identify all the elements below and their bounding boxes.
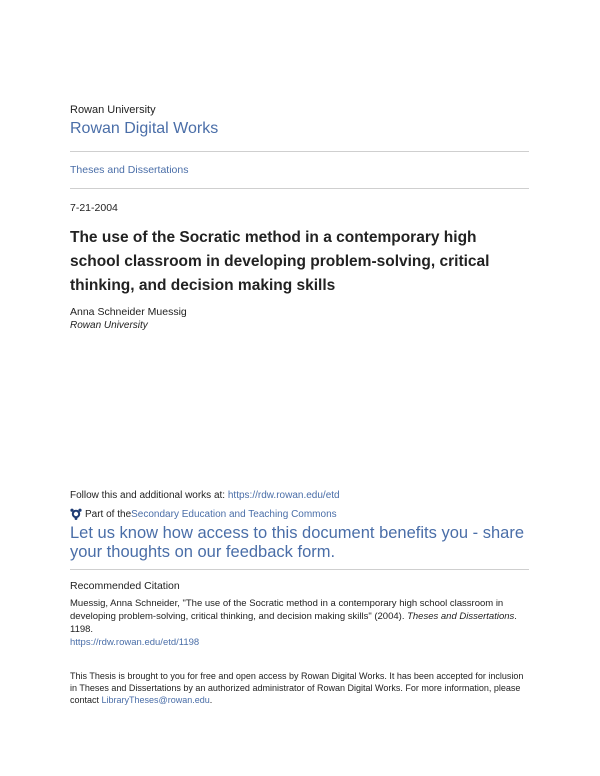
citation-text: Muessig, Anna Schneider, "The use of the Socratic method in a contemporary high school classroom in developing problem-solving, critical thinking, and decision making skills" (2004). [70,598,504,622]
notice-end: . [209,695,213,705]
feedback-link[interactable]: Let us know how access to this document benefits you - share your thoughts on our feedback form. [70,524,524,561]
citation-block [70,597,530,649]
contact-email-link[interactable]: LibraryTheses@rowan.edu [101,695,210,705]
divider [70,569,529,570]
publication-date: 7-21-2004 [70,202,118,214]
commons-link[interactable]: Secondary Education and Teaching Commons [131,508,337,520]
notice-text: This Thesis is brought to you for free and open access by Rowan Digital Works. It has been accepted for inclusion in Theses and Dissertations by an authorized administrator of Rowan Digital Works. For more information, please contact [70,671,524,705]
part-of-text: Part of the [85,508,132,520]
institution-name: Rowan University [70,104,156,116]
collection-link[interactable]: https://rdw.rowan.edu/etd [227,490,340,501]
access-notice [70,670,530,706]
follow-line [70,490,340,501]
document-title: The use of the Socratic method in a contemporary high school classroom in developing problem-solving, critical thinking, and decision making skills [70,229,490,294]
citation-heading: Recommended Citation [70,580,180,592]
author-name: Anna Schneider Muessig [70,306,187,318]
network-icon [70,508,82,520]
author-affiliation: Rowan University [70,320,148,331]
citation-url[interactable]: https://rdw.rowan.edu/etd/1198 [70,637,200,648]
series-link[interactable]: Theses and Dissertations [70,164,189,176]
follow-text: Follow this and additional works at: [70,490,228,501]
repository-link[interactable]: Rowan Digital Works [70,120,219,137]
part-of-line [70,508,337,520]
citation-journal: Theses and Dissertations [407,611,515,622]
divider [70,188,529,189]
divider [70,151,529,152]
citation-number: . 1198. [70,611,517,635]
